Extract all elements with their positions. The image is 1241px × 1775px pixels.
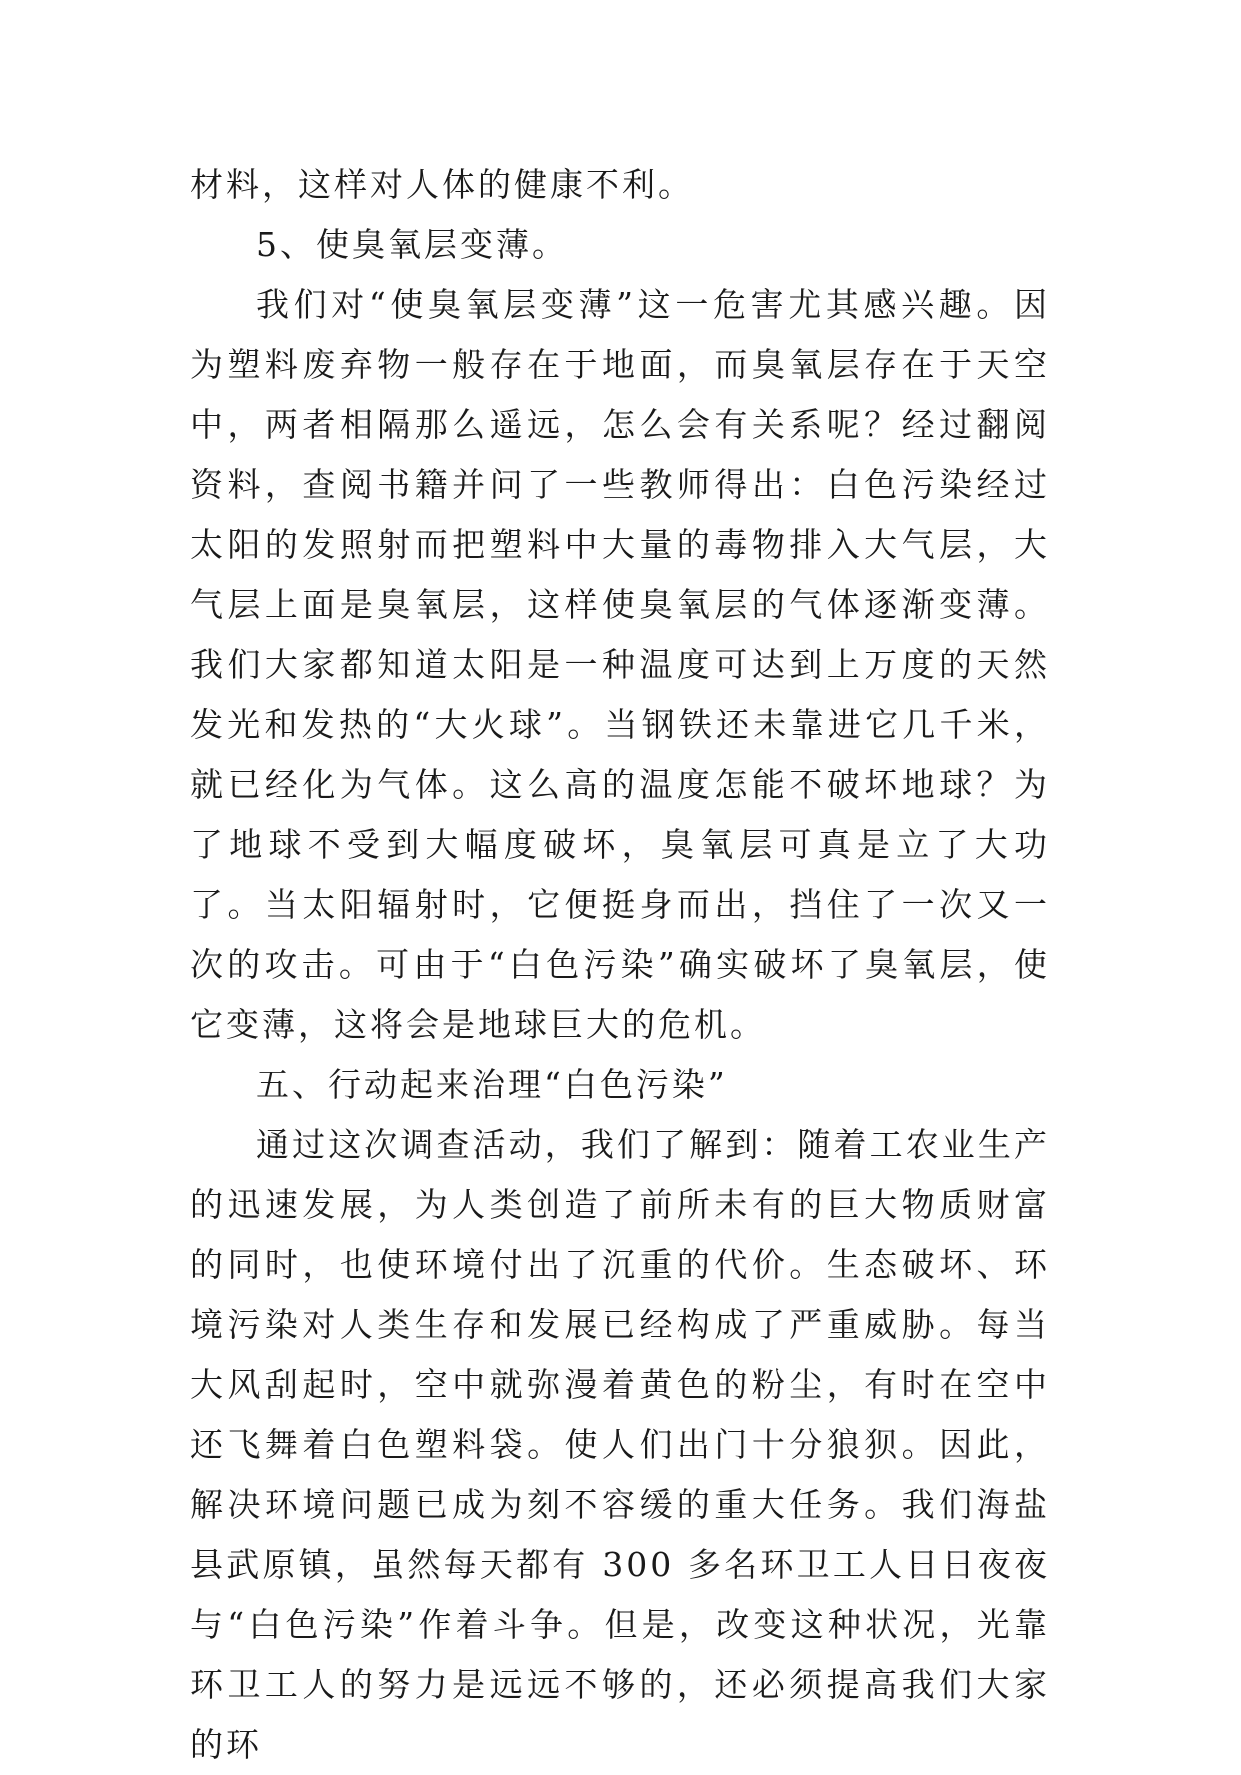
section-heading-five: 五、行动起来治理“白色污染”	[256, 1065, 728, 1104]
paragraph-action: 通过这次调查活动，我们了解到：随着工农业生产的迅速发展，为人类创造了前所未有的巨大物质财富的同时，也使环境付出了沉重的代价。生态破坏、环境污染对人类生存和发展已经构成了严重威胁。每当大风刮起时，空中就弥漫着黄色的粉尘，有时在空中还飞舞着白色塑料袋。使人们出门十分狼狈。因此，解决环境问题已成为刻不容缓的重大任务。我们海盐县武原镇，虽然每天都有 300 多名环卫工人日日夜夜与“白色污染”作着斗争。但是，改变这种状况，光靠环卫工人的努力是远远不够的，还必须提高我们大家的环	[190, 1125, 1050, 1764]
paragraph-ozone: 我们对“使臭氧层变薄”这一危害尤其感兴趣。因为塑料废弃物一般存在于地面，而臭氧层存在于天空中，两者相隔那么遥远，怎么会有关系呢？经过翻阅资料，查阅书籍并问了一些教师得出：白色污染经过太阳的发照射而把塑料中大量的毒物排入大气层，大气层上面是臭氧层，这样使臭氧层的气体逐渐变薄。我们大家都知道太阳是一种温度可达到上万度的天然发光和发热的“大火球”。当钢铁还未靠进它几千米，就已经化为气体。这么高的温度怎能不破坏地球？为了地球不受到大幅度破坏，臭氧层可真是立了大功了。当太阳辐射时，它便挺身而出，挡住了一次又一次的攻击。可由于“白色污染”确实破坏了臭氧层，使它变薄，这将会是地球巨大的危机。	[190, 285, 1050, 1044]
paragraph-item-5-heading: 5、使臭氧层变薄。	[256, 225, 568, 264]
paragraph-continuation: 材料，这样对人体的健康不利。	[190, 165, 694, 204]
document-body	[190, 155, 1050, 1775]
